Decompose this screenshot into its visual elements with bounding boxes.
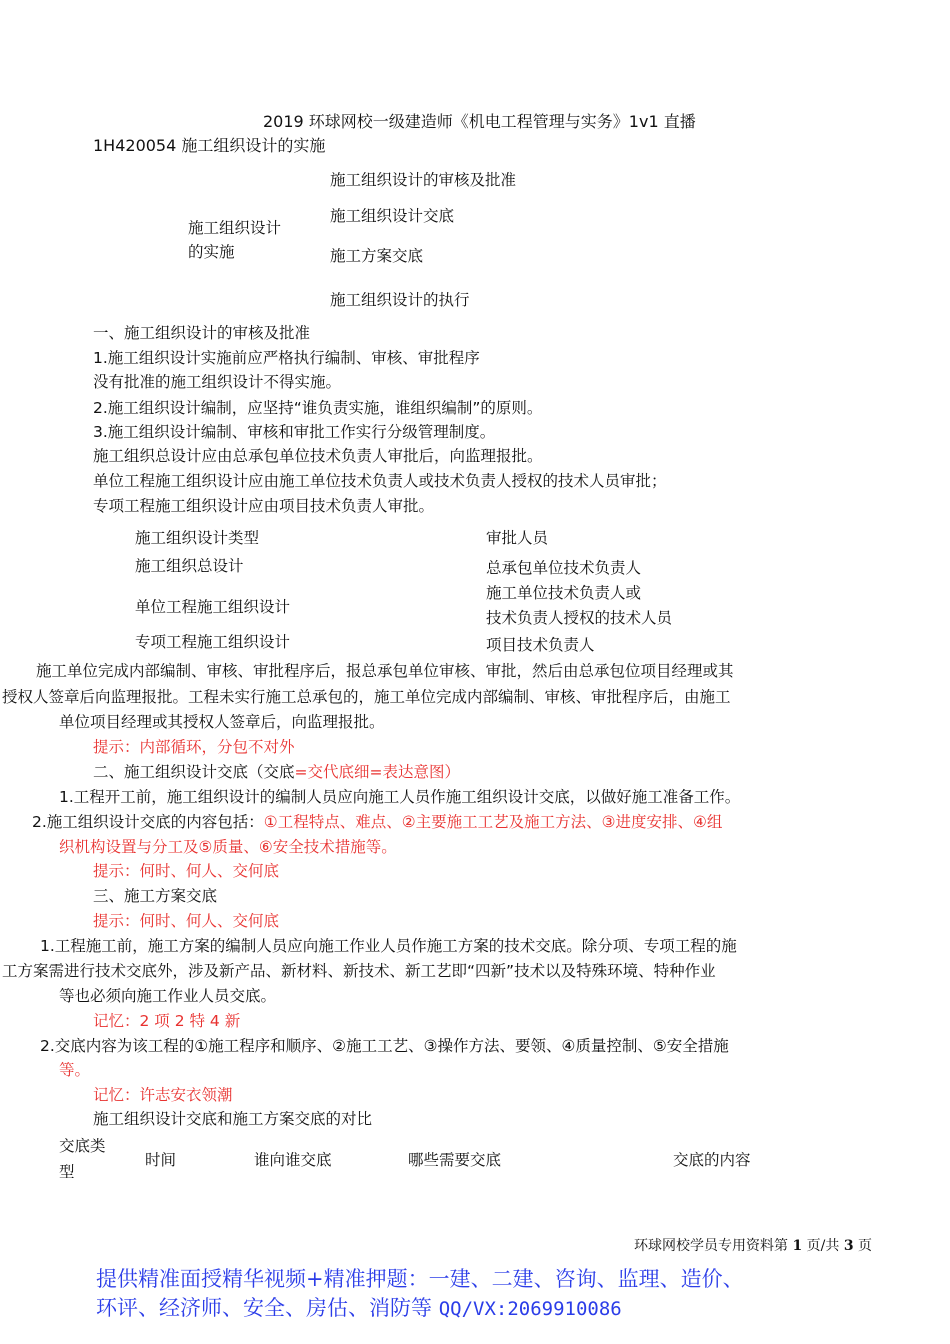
part1-line: 单位工程施工组织设计应由施工单位技术负责人或技术负责人授权的技术人员审批； — [93, 472, 667, 490]
part2-line2-cont: 织机构设置与分工及⑤质量、⑥安全技术措施等。 — [59, 838, 397, 856]
table-header: 哪些需要交底 — [408, 1151, 502, 1169]
paragraph-line: 等也必须向施工作业人员交底。 — [59, 987, 277, 1005]
table-cell: 施工组织总设计 — [135, 557, 244, 575]
part1-line: 没有批准的施工组织设计不得实施。 — [93, 373, 342, 391]
paragraph-line: 施工单位完成内部编制、审核、审批程序后，报总承包单位审核、审批，然后由总承包位项目经理或其 — [36, 662, 734, 680]
part1-line: 2.施工组织设计编制，应坚持“谁负责实施，谁组织编制”的原则。 — [93, 399, 543, 417]
memo-text: 记忆：许志安衣领潮 — [93, 1086, 233, 1104]
table-header-approver: 审批人员 — [486, 529, 549, 547]
section-code: 1H420054 施工组织设计的实施 — [93, 136, 326, 155]
paragraph-line: 单位项目经理或其授权人签章后，向监理报批。 — [59, 713, 385, 731]
tip-text: 提示：何时、何人、交何底 — [93, 912, 280, 930]
memo-text: 记忆：2 项 2 特 4 新 — [93, 1012, 241, 1030]
table-header-type: 施工组织设计类型 — [135, 529, 260, 547]
table-header: 交底的内容 — [673, 1151, 751, 1169]
table-cell: 项目技术负责人 — [486, 636, 595, 654]
part1-heading: 一、施工组织设计的审核及批准 — [93, 324, 311, 342]
document-title: 2019 环球网校一级建造师《机电工程管理与实务》1v1 直播 — [263, 112, 696, 131]
compare-title: 施工组织设计交底和施工方案交底的对比 — [93, 1110, 373, 1128]
part1-line: 施工组织总设计应由总承包单位技术负责人审批后，向监理报批。 — [93, 447, 543, 465]
paragraph-line: 工方案需进行技术交底外，涉及新产品、新材料、新技术、新工艺即“四新”技术以及特殊环境、特种作业 — [2, 962, 716, 980]
table-cell: 专项工程施工组织设计 — [135, 633, 291, 651]
table-cell: 技术负责人授权的技术人员 — [486, 609, 673, 627]
table-header: 型 — [59, 1163, 75, 1181]
table-header: 谁向谁交底 — [254, 1151, 332, 1169]
page-footer: 环球网校学员专用资料第 1 页/共 3 页 — [634, 1238, 873, 1254]
table-cell: 施工单位技术负责人或 — [486, 584, 642, 602]
paragraph-line: 1.工程施工前，施工方案的编制人员应向施工作业人员作施工方案的技术交底。除分项、专项工程的施 — [40, 937, 737, 955]
table-cell: 总承包单位技术负责人 — [486, 559, 642, 577]
outline-branch-approval: 施工组织设计的审核及批准 — [330, 171, 517, 189]
ad-line1: 提供精准面授精华视频+精准押题：一建、二建、咨询、监理、造价、 — [96, 1267, 744, 1291]
tip-text: 提示：内部循环，分包不对外 — [93, 738, 295, 756]
outline-root-line2: 的实施 — [188, 243, 235, 261]
part1-line: 3.施工组织设计编制、审核和审批工作实行分级管理制度。 — [93, 423, 496, 441]
paragraph-line: 2.交底内容为该工程的①施工程序和顺序、②施工工艺、③操作方法、要领、④质量控制、⑤安全措施 — [40, 1037, 729, 1055]
table-cell: 单位工程施工组织设计 — [135, 598, 291, 616]
table-header: 交底类 — [59, 1137, 106, 1155]
table-header: 时间 — [145, 1151, 177, 1169]
outline-root-line1: 施工组织设计 — [188, 219, 282, 237]
part2-line2: 2.施工组织设计交底的内容包括：①工程特点、难点、②主要施工工艺及施工方法、③进度安排、④组 — [32, 813, 723, 831]
tip-text: 提示：何时、何人、交何底 — [93, 862, 280, 880]
part2-line1: 1.工程开工前，施工组织设计的编制人员应向施工人员作施工组织设计交底，以做好施工准备工作。 — [59, 788, 741, 806]
paragraph-line: 授权人签章后向监理报批。工程未实行施工总承包的，施工单位完成内部编制、审核、审批程序后，由施工 — [2, 688, 731, 706]
outline-branch-design-briefing: 施工组织设计交底 — [330, 207, 455, 225]
outline-branch-plan-briefing: 施工方案交底 — [330, 247, 424, 265]
part3-heading: 三、施工方案交底 — [93, 887, 218, 905]
part1-line: 1.施工组织设计实施前应严格执行编制、审核、审批程序 — [93, 349, 480, 367]
part2-heading: 二、施工组织设计交底（交底=交代底细=表达意图） — [93, 763, 460, 781]
paragraph-line: 等。 — [59, 1061, 91, 1079]
outline-branch-execution: 施工组织设计的执行 — [330, 291, 470, 309]
part1-line: 专项工程施工组织设计应由项目技术负责人审批。 — [93, 497, 435, 515]
ad-line2: 环评、经济师、安全、房估、消防等 QQ/VX:2069910086 — [96, 1296, 622, 1320]
